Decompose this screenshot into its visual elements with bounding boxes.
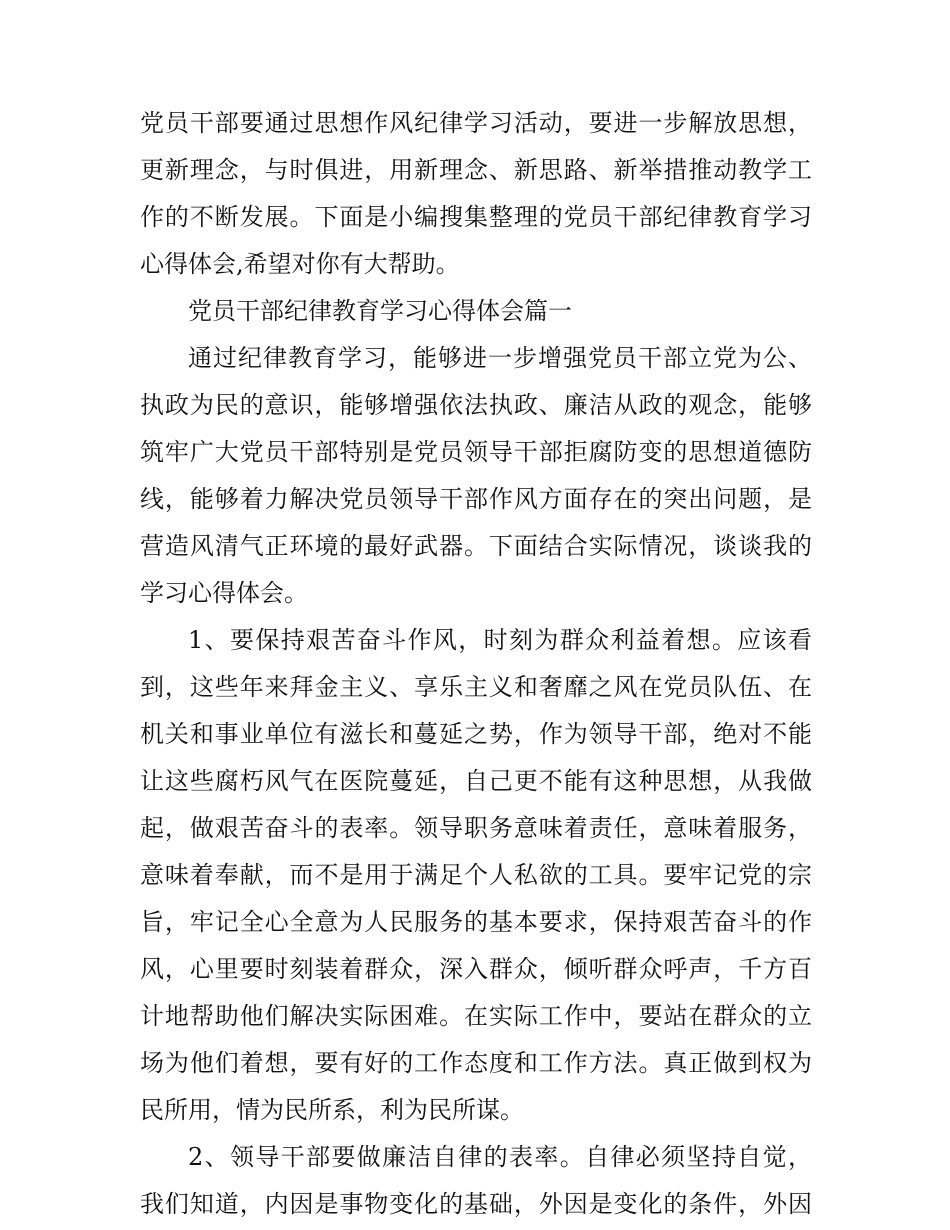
- paragraph-2-line-1: 1、要保持艰苦奋斗作风，时刻为群众利益着想。应该看: [188, 626, 812, 654]
- paragraph-2-line-11: 民所用，情为民所系，利为民所谋。: [140, 1096, 524, 1124]
- paragraph-2-line-7: 旨，牢记全心全意为人民服务的基本要求，保持艰苦奋斗的作: [140, 908, 812, 936]
- intro-line-1: 党员干部要通过思想作风纪律学习活动，要进一步解放思想，: [140, 109, 812, 137]
- paragraph-1-line-5: 营造风清气正环境的最好武器。下面结合实际情况，谈谈我的: [140, 532, 812, 560]
- paragraph-3-line-1: 2、领导干部要做廉洁自律的表率。自律必须坚持自觉，: [188, 1143, 812, 1171]
- paragraph-2-line-5: 起，做艰苦奋斗的表率。领导职务意味着责任，意味着服务，: [140, 814, 812, 842]
- intro-line-3: 作的不断发展。下面是小编搜集整理的党员干部纪律教育学习: [140, 203, 812, 231]
- paragraph-2-line-10: 场为他们着想，要有好的工作态度和工作方法。真正做到权为: [140, 1049, 812, 1077]
- paragraph-2-line-3: 机关和事业单位有滋长和蔓延之势，作为领导干部，绝对不能: [140, 720, 812, 748]
- section-heading: 党员干部纪律教育学习心得体会篇一: [188, 297, 572, 325]
- paragraph-2-line-6: 意味着奉献，而不是用于满足个人私欲的工具。要牢记党的宗: [140, 861, 812, 889]
- paragraph-2-line-4: 让这些腐朽风气在医院蔓延，自己更不能有这种思想，从我做: [140, 767, 812, 795]
- paragraph-1-line-2: 执政为民的意识，能够增强依法执政、廉洁从政的观念，能够: [140, 391, 812, 419]
- paragraph-3-line-2: 我们知道，内因是事物变化的基础，外因是变化的条件，外因: [140, 1190, 812, 1218]
- paragraph-1-line-3: 筑牢广大党员干部特别是党员领导干部拒腐防变的思想道德防: [140, 438, 812, 466]
- paragraph-1-line-6: 学习心得体会。: [140, 579, 308, 607]
- paragraph-2-line-9: 计地帮助他们解决实际困难。在实际工作中，要站在群众的立: [140, 1002, 812, 1030]
- paragraph-2-line-8: 风，心里要时刻装着群众，深入群众，倾听群众呼声，千方百: [140, 955, 812, 983]
- paragraph-2-line-2: 到，这些年来拜金主义、享乐主义和奢靡之风在党员队伍、在: [140, 673, 812, 701]
- paragraph-1-line-4: 线，能够着力解决党员领导干部作风方面存在的突出问题，是: [140, 485, 812, 513]
- document-page: [140, 0, 812, 1230]
- paragraph-1-line-1: 通过纪律教育学习，能够进一步增强党员干部立党为公、: [188, 344, 812, 372]
- intro-line-2: 更新理念，与时俱进，用新理念、新思路、新举措推动教学工: [140, 156, 812, 184]
- intro-line-4: 心得体会,希望对你有大帮助。: [140, 250, 460, 278]
